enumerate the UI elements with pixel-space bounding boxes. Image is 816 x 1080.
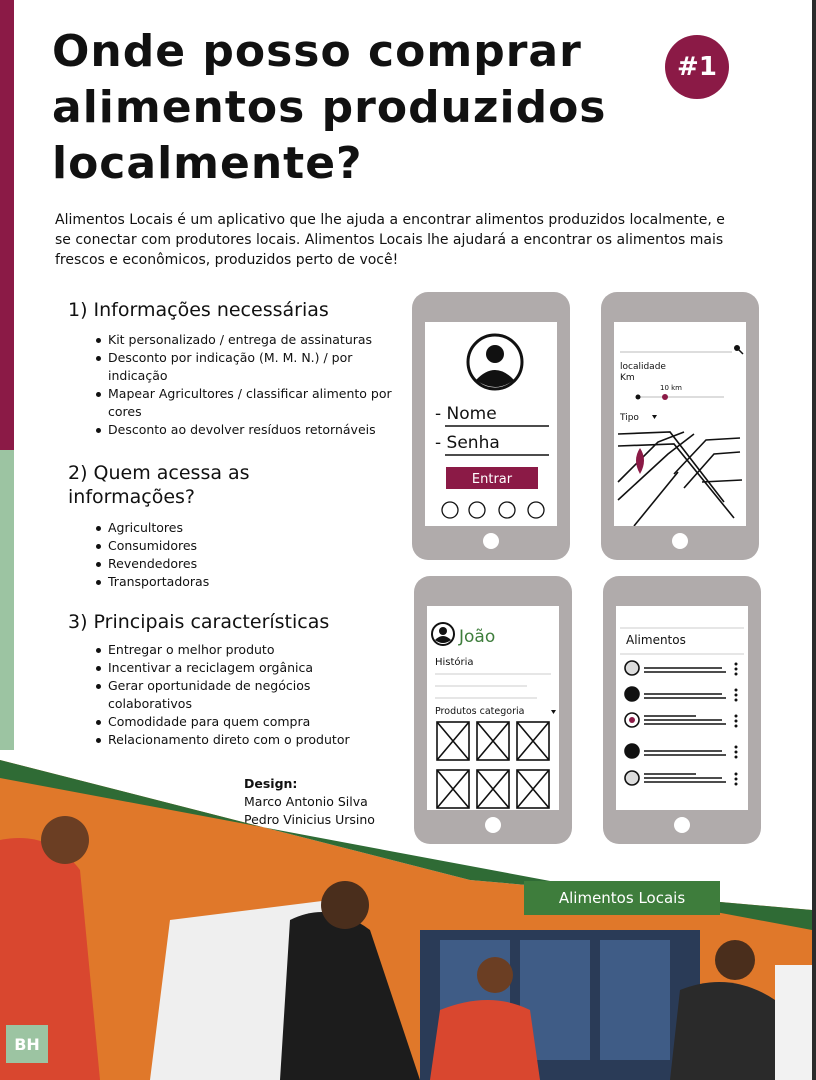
chevron-down-icon	[551, 710, 556, 714]
left-edge-bar-green	[0, 450, 14, 750]
list-item: Incentivar a reciclagem orgânica	[95, 659, 355, 677]
home-button-icon	[672, 533, 688, 549]
password-field-label: - Senha	[435, 433, 500, 453]
km-label: Km	[620, 373, 635, 383]
map-pin-icon	[636, 448, 644, 474]
list-item: Desconto por indicação (M. M. N.) / por indicação	[95, 349, 405, 385]
history-label: História	[435, 657, 474, 668]
list-item: Desconto ao devolver resíduos retornáveis	[95, 421, 405, 439]
section-list	[95, 641, 355, 749]
street-map	[618, 432, 742, 526]
list-item: Relacionamento direto com o produtor	[95, 731, 355, 749]
phone-login-mockup	[412, 292, 570, 560]
list-item: Consumidores	[95, 537, 345, 555]
list-item: Entregar o melhor produto	[95, 641, 355, 659]
phone-screen	[425, 322, 557, 526]
location-label: localidade	[620, 362, 666, 372]
login-screen-art	[425, 322, 557, 526]
map-screen-art	[614, 322, 746, 526]
range-min-dot	[636, 395, 641, 400]
list-item: Comodidade para quem compra	[95, 713, 355, 731]
home-button-icon	[483, 533, 499, 549]
list-item: Revendedores	[95, 555, 345, 573]
linkedin-icon	[499, 502, 515, 518]
google-plus-icon	[528, 502, 544, 518]
city-tag: BH	[6, 1025, 48, 1063]
phone-map-mockup	[601, 292, 759, 560]
list-item: Gerar oportunidade de negócios colaborativos	[95, 677, 355, 713]
products-category-label: Produtos categoria	[435, 706, 525, 717]
section-title: 1) Informações necessárias	[68, 299, 329, 321]
distance-label: 10 km	[660, 384, 683, 392]
name-field-label: - Nome	[435, 404, 497, 424]
list-item: Transportadoras	[95, 573, 345, 591]
left-edge-bar	[0, 0, 14, 450]
designer-name: Pedro Vinicius Ursino	[244, 812, 375, 827]
facebook-icon	[442, 502, 458, 518]
list-item: Mapear Agricultores / classificar alimento por cores	[95, 385, 405, 421]
app-name-label: Alimentos Locais	[524, 881, 720, 915]
list-item: Agricultores	[95, 519, 345, 537]
range-slider-handle	[662, 394, 668, 400]
phone-screen	[614, 322, 746, 526]
section-title: 3) Principais características	[68, 611, 330, 633]
profile-name: João	[459, 627, 496, 647]
type-dropdown-label: Tipo	[620, 413, 639, 423]
design-label: Design:	[244, 776, 298, 791]
page-title: Onde posso comprar alimentos produzidos localmente?	[52, 26, 607, 189]
section-list	[95, 331, 405, 439]
intro-text: Alimentos Locais é um aplicativo que lhe ajuda a encontrar alimentos produzidos localmente, e se conectar com produtores locais. Alimentos Locais lhe ajudará a encontrar os alimentos mais frescos e econômicos, produzidos perto de você!	[55, 212, 725, 268]
designer-name: Marco Antonio Silva	[244, 794, 368, 809]
list-title: Alimentos	[626, 633, 686, 647]
chevron-down-icon	[652, 415, 657, 419]
section-list	[95, 519, 345, 591]
workshop-photo	[0, 760, 812, 1080]
twitter-icon	[469, 502, 485, 518]
enter-button-label: Entrar	[471, 472, 513, 487]
section-title: 2) Quem acessa as informações?	[68, 462, 250, 508]
number-badge: #1	[665, 35, 729, 99]
list-item: Kit personalizado / entrega de assinaturas	[95, 331, 405, 349]
right-edge-bar	[812, 0, 816, 1080]
